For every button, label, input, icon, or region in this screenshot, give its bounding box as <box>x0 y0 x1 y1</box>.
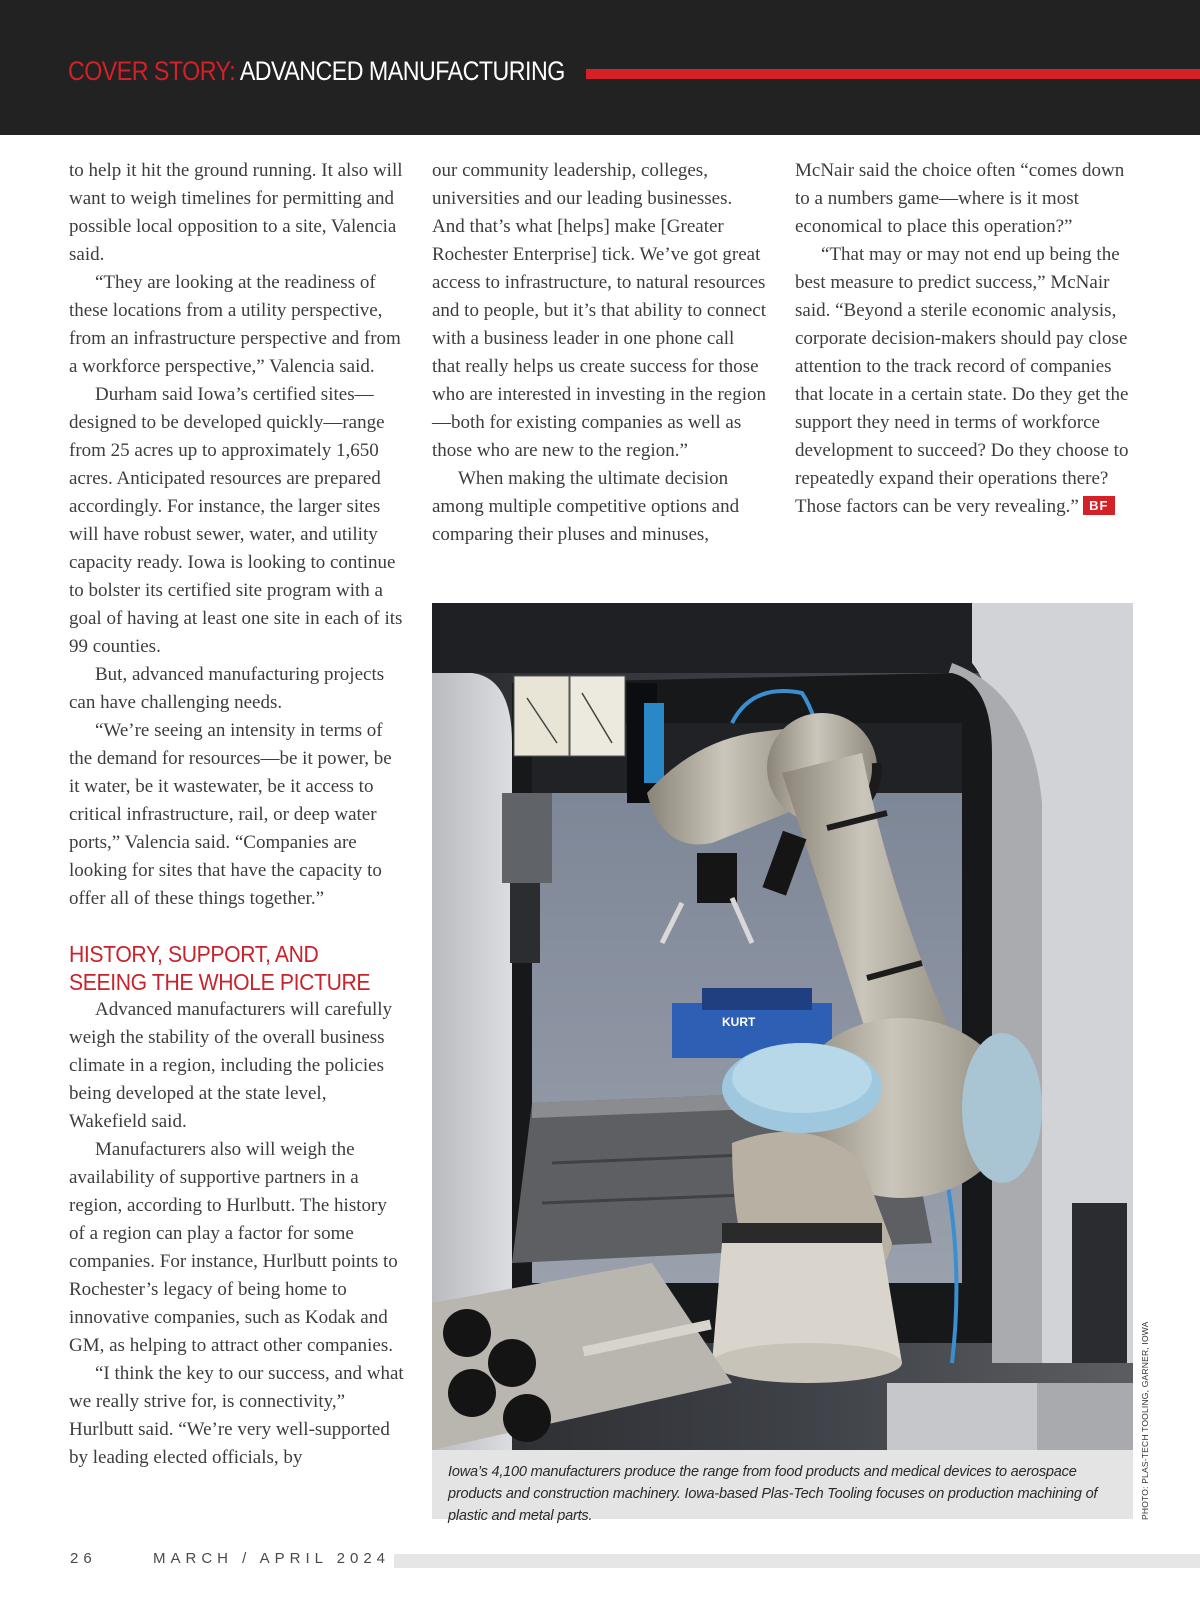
page-header <box>0 0 1200 135</box>
subheading-line: HISTORY, SUPPORT, AND <box>69 941 319 967</box>
paragraph-text: “That may or may not end up being the best measure to predict success,” McNair said. “Beyond a sterile economic analysis, corporate decision-makers should pay close attention to the track record of companies that locate in a certain state. Do they get the support they need in terms of workforce development to succeed? Do they choose to repeatedly expand their operations there? Those factors can be very revealing.” <box>795 244 1129 517</box>
issue-date: MARCH / APRIL 2024 <box>153 1550 391 1567</box>
subheading <box>69 940 377 996</box>
article-column-1 <box>69 157 404 1472</box>
article-column-3 <box>795 157 1140 521</box>
header-accent-rule <box>586 69 1200 79</box>
end-of-story-mark: BF <box>1083 496 1115 515</box>
paragraph: When making the ultimate decision among multiple competitive options and comparing their pluses and minuses, <box>432 468 740 545</box>
photo-credit: PHOTO: PLAS-TECH TOOLING, GARNER, IOWA <box>1140 1321 1150 1520</box>
page-number: 26 <box>70 1550 97 1567</box>
paragraph <box>795 241 1140 521</box>
robot-arm-illustration <box>432 603 1133 1450</box>
paragraph: “They are looking at the readiness of these locations from a utility perspective, from an infrastructure perspective and from a workforce perspective,” Valencia said. <box>69 272 401 377</box>
section-topic: ADVANCED MANUFACTURING <box>239 56 565 86</box>
paragraph: But, advanced manufacturing projects can have challenging needs. <box>69 664 385 713</box>
vise-label: KURT <box>722 1015 756 1029</box>
paragraph: our community leadership, colleges, universities and our leading businesses. And that’s what [helps] make [Greater Rochester Enterprise] tick. We’ve got great access to infrastructure, to natural resources and to people, but it’s that ability to connect with a business leader in one phone call that really helps us create success for those who are interested in investing in the region—both for existing companies as well as those who are new to the region.” <box>432 160 767 461</box>
robot-arm-photo <box>432 603 1133 1450</box>
section-kicker: COVER STORY: <box>68 56 236 86</box>
paragraph: “We’re seeing an intensity in terms of the demand for resources—be it power, be it water, be it wastewater, be it access to critical infrastructure, rail, or deep water ports,” Valencia said. “Companies are looking for sites that have the capacity to offer all of these things together.” <box>69 720 392 909</box>
paragraph: Advanced manufacturers will carefully weigh the stability of the overall business climate in a region, including the policies being developed at the state level, Wakefield said. <box>69 999 393 1132</box>
paragraph: to help it hit the ground running. It also will want to weigh timelines for permitting and possible local opposition to a site, Valencia said. <box>69 160 403 265</box>
paragraph: “I think the key to our success, and what we really strive for, is connectivity,” Hurlbutt said. “We’re very well-supported by leading elected officials, by <box>69 1363 404 1468</box>
footer-rule <box>394 1554 1200 1568</box>
paragraph: McNair said the choice often “comes down to a numbers game—where is it most economical to place this operation?” <box>795 160 1125 237</box>
subheading-line: SEEING THE WHOLE PICTURE <box>69 969 371 995</box>
photo-caption: Iowa’s 4,100 manufacturers produce the range from food products and medical devices to aerospace products and construction machinery. Iowa-based Plas-Tech Tooling focuses on production machining of plastic and metal parts. <box>448 1464 1098 1524</box>
article-column-2 <box>432 157 767 549</box>
paragraph: Durham said Iowa’s certified sites—designed to be developed quickly—range from 25 acres up to approximately 1,650 acres. Anticipated resources are prepared accordingly. For instance, the larger sites will have robust sewer, water, and utility capacity ready. Iowa is looking to continue to bolster its certified site program with a goal of having at least one site in each of its 99 counties. <box>69 384 403 657</box>
section-title <box>68 56 565 96</box>
paragraph: Manufacturers also will weigh the availability of supportive partners in a region, according to Hurlbutt. The history of a region can play a factor for some companies. For instance, Hurlbutt points to Rochester’s legacy of being home to innovative companies, such as Kodak and GM, as helping to attract other companies. <box>69 1139 398 1356</box>
